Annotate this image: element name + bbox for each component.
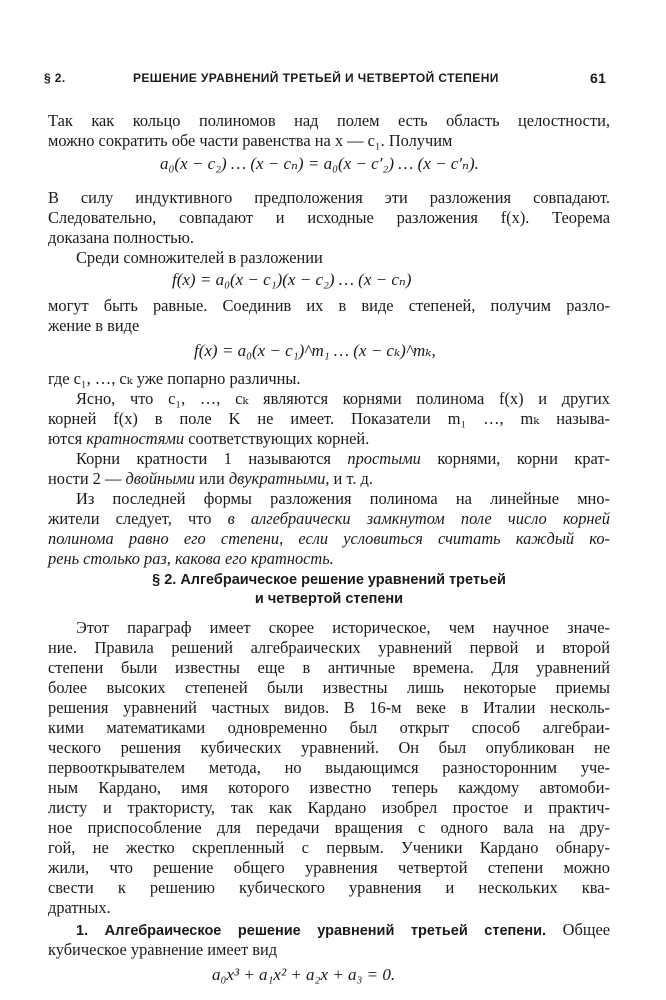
text-line: ным Кардано, имя которого известно теперь каждому автомоби-: [48, 778, 610, 797]
term-italic: простыми: [347, 449, 421, 468]
text-span: корнями, корни крат-: [420, 449, 611, 468]
text-line: [48, 509, 610, 529]
text-line: кими математиками одновременно был открыт способ алгебраи-: [48, 718, 610, 737]
formula-cancel: a₀(x − c₂) … (x − cₙ) = a₀(x − c′₂) … (x − c′ₙ).: [160, 154, 479, 173]
text-line: жение в виде: [48, 316, 140, 335]
text-span: ются: [48, 429, 87, 448]
text-line: Так как кольцо полиномов над полем есть область целостности,: [48, 111, 610, 130]
text-line: [48, 469, 373, 489]
formula-factorization: f(x) = a₀(x − c₁)(x − c₂) … (x − cₙ): [172, 270, 412, 289]
text-line: Следовательно, совпадают и исходные разложения f(x). Теорема: [48, 208, 610, 227]
subsection-title: 1. Алгебраическое решение уравнений третьей степени.: [76, 923, 547, 939]
text-span: соответствующих корней.: [184, 429, 370, 448]
text-line: дратных.: [48, 898, 111, 917]
theorem-line: полинома равно его степени, если условиться считать каждый ко-: [48, 529, 610, 548]
text-line: где c₁, …, cₖ уже попарно различны.: [48, 369, 301, 388]
text-line: ческого решения кубических уравнений. Он был опубликован не: [48, 738, 610, 757]
theorem-italic: в алгебраически замкнутом поле число корней: [227, 509, 610, 528]
text-span: или: [194, 469, 229, 488]
text-line: ние. Правила решений алгебраических уравнений первой и второй: [48, 638, 610, 657]
text-line: кубическое уравнение имеет вид: [48, 940, 278, 959]
term-italic: кратностями: [86, 429, 185, 448]
text-span: ности 2 —: [48, 469, 126, 488]
text-line: Этот параграф имеет скорее историческое, чем научное значе-: [76, 618, 610, 637]
text-line: корней f(x) в поле K не имеет. Показатели m₁ …, mₖ называ-: [48, 409, 610, 428]
header-title: РЕШЕНИЕ УРАВНЕНИЙ ТРЕТЬЕЙ И ЧЕТВЕРТОЙ СТЕПЕНИ: [133, 71, 499, 85]
text-line: можно сократить обе части равенства на x — c₁. Получим: [48, 131, 453, 150]
text-line: могут быть равные. Соединив их в виде степеней, получим разло-: [48, 296, 610, 315]
text-line: решения уравнений частных видов. В 16-м веке в Италии несколь-: [48, 698, 610, 717]
text-span: , и т. д.: [325, 469, 373, 488]
text-span: жители следует, что: [48, 509, 228, 528]
text-line: первооткрывателем метода, но выдающимся разносторонним уче-: [48, 758, 610, 777]
text-line: [76, 449, 610, 469]
term-italic: двойными: [125, 469, 195, 488]
header-section-mark: § 2.: [44, 71, 66, 85]
text-line: свести к решению кубического уравнения и нескольких ква-: [48, 878, 610, 897]
text-line: более высоких степеней были известны лишь некоторые приемы: [48, 678, 610, 697]
page-number: 61: [590, 70, 607, 86]
text-line: Ясно, что c₁, …, cₖ являются корнями полинома f(x) и других: [76, 389, 610, 408]
text-line: Среди сомножителей в разложении: [76, 248, 323, 267]
text-line: доказана полностью.: [48, 228, 194, 247]
text-line: В силу индуктивного предположения эти разложения совпадают.: [48, 188, 610, 207]
text-line: жили, что решение общего уравнения четвертой степени можно: [48, 858, 610, 877]
text-line: гой, не жестко скрепленный с первым. Ученики Кардано обнару-: [48, 838, 610, 857]
section-heading-line-1: § 2. Алгебраическое решение уравнений третьей: [152, 572, 506, 588]
text-line: степени были известны еще в античные времена. Для уравнений: [48, 658, 610, 677]
formula-multiplicity: f(x) = a₀(x − c₁)^m₁ … (x − cₖ)^mₖ,: [194, 341, 436, 360]
subsection-line: [76, 920, 610, 941]
text-span: Корни кратности 1 называются: [76, 449, 348, 468]
text-span: Общее: [546, 920, 610, 939]
theorem-line: рень столько раз, какова его кратность.: [48, 549, 334, 568]
text-line: ное приспособление для передачи вращения с одного вала на дру-: [48, 818, 610, 837]
text-line: Из последней формы разложения полинома на линейные мно-: [76, 489, 610, 508]
term-italic: двукратными: [228, 469, 326, 488]
text-line: [48, 429, 369, 449]
text-line: листу и трактористу, так как Кардано изобрел простое и практич-: [48, 798, 610, 817]
formula-cubic: a₀x³ + a₁x² + a₂x + a₃ = 0.: [212, 965, 396, 984]
section-heading-line-2: и четвертой степени: [254, 591, 404, 607]
